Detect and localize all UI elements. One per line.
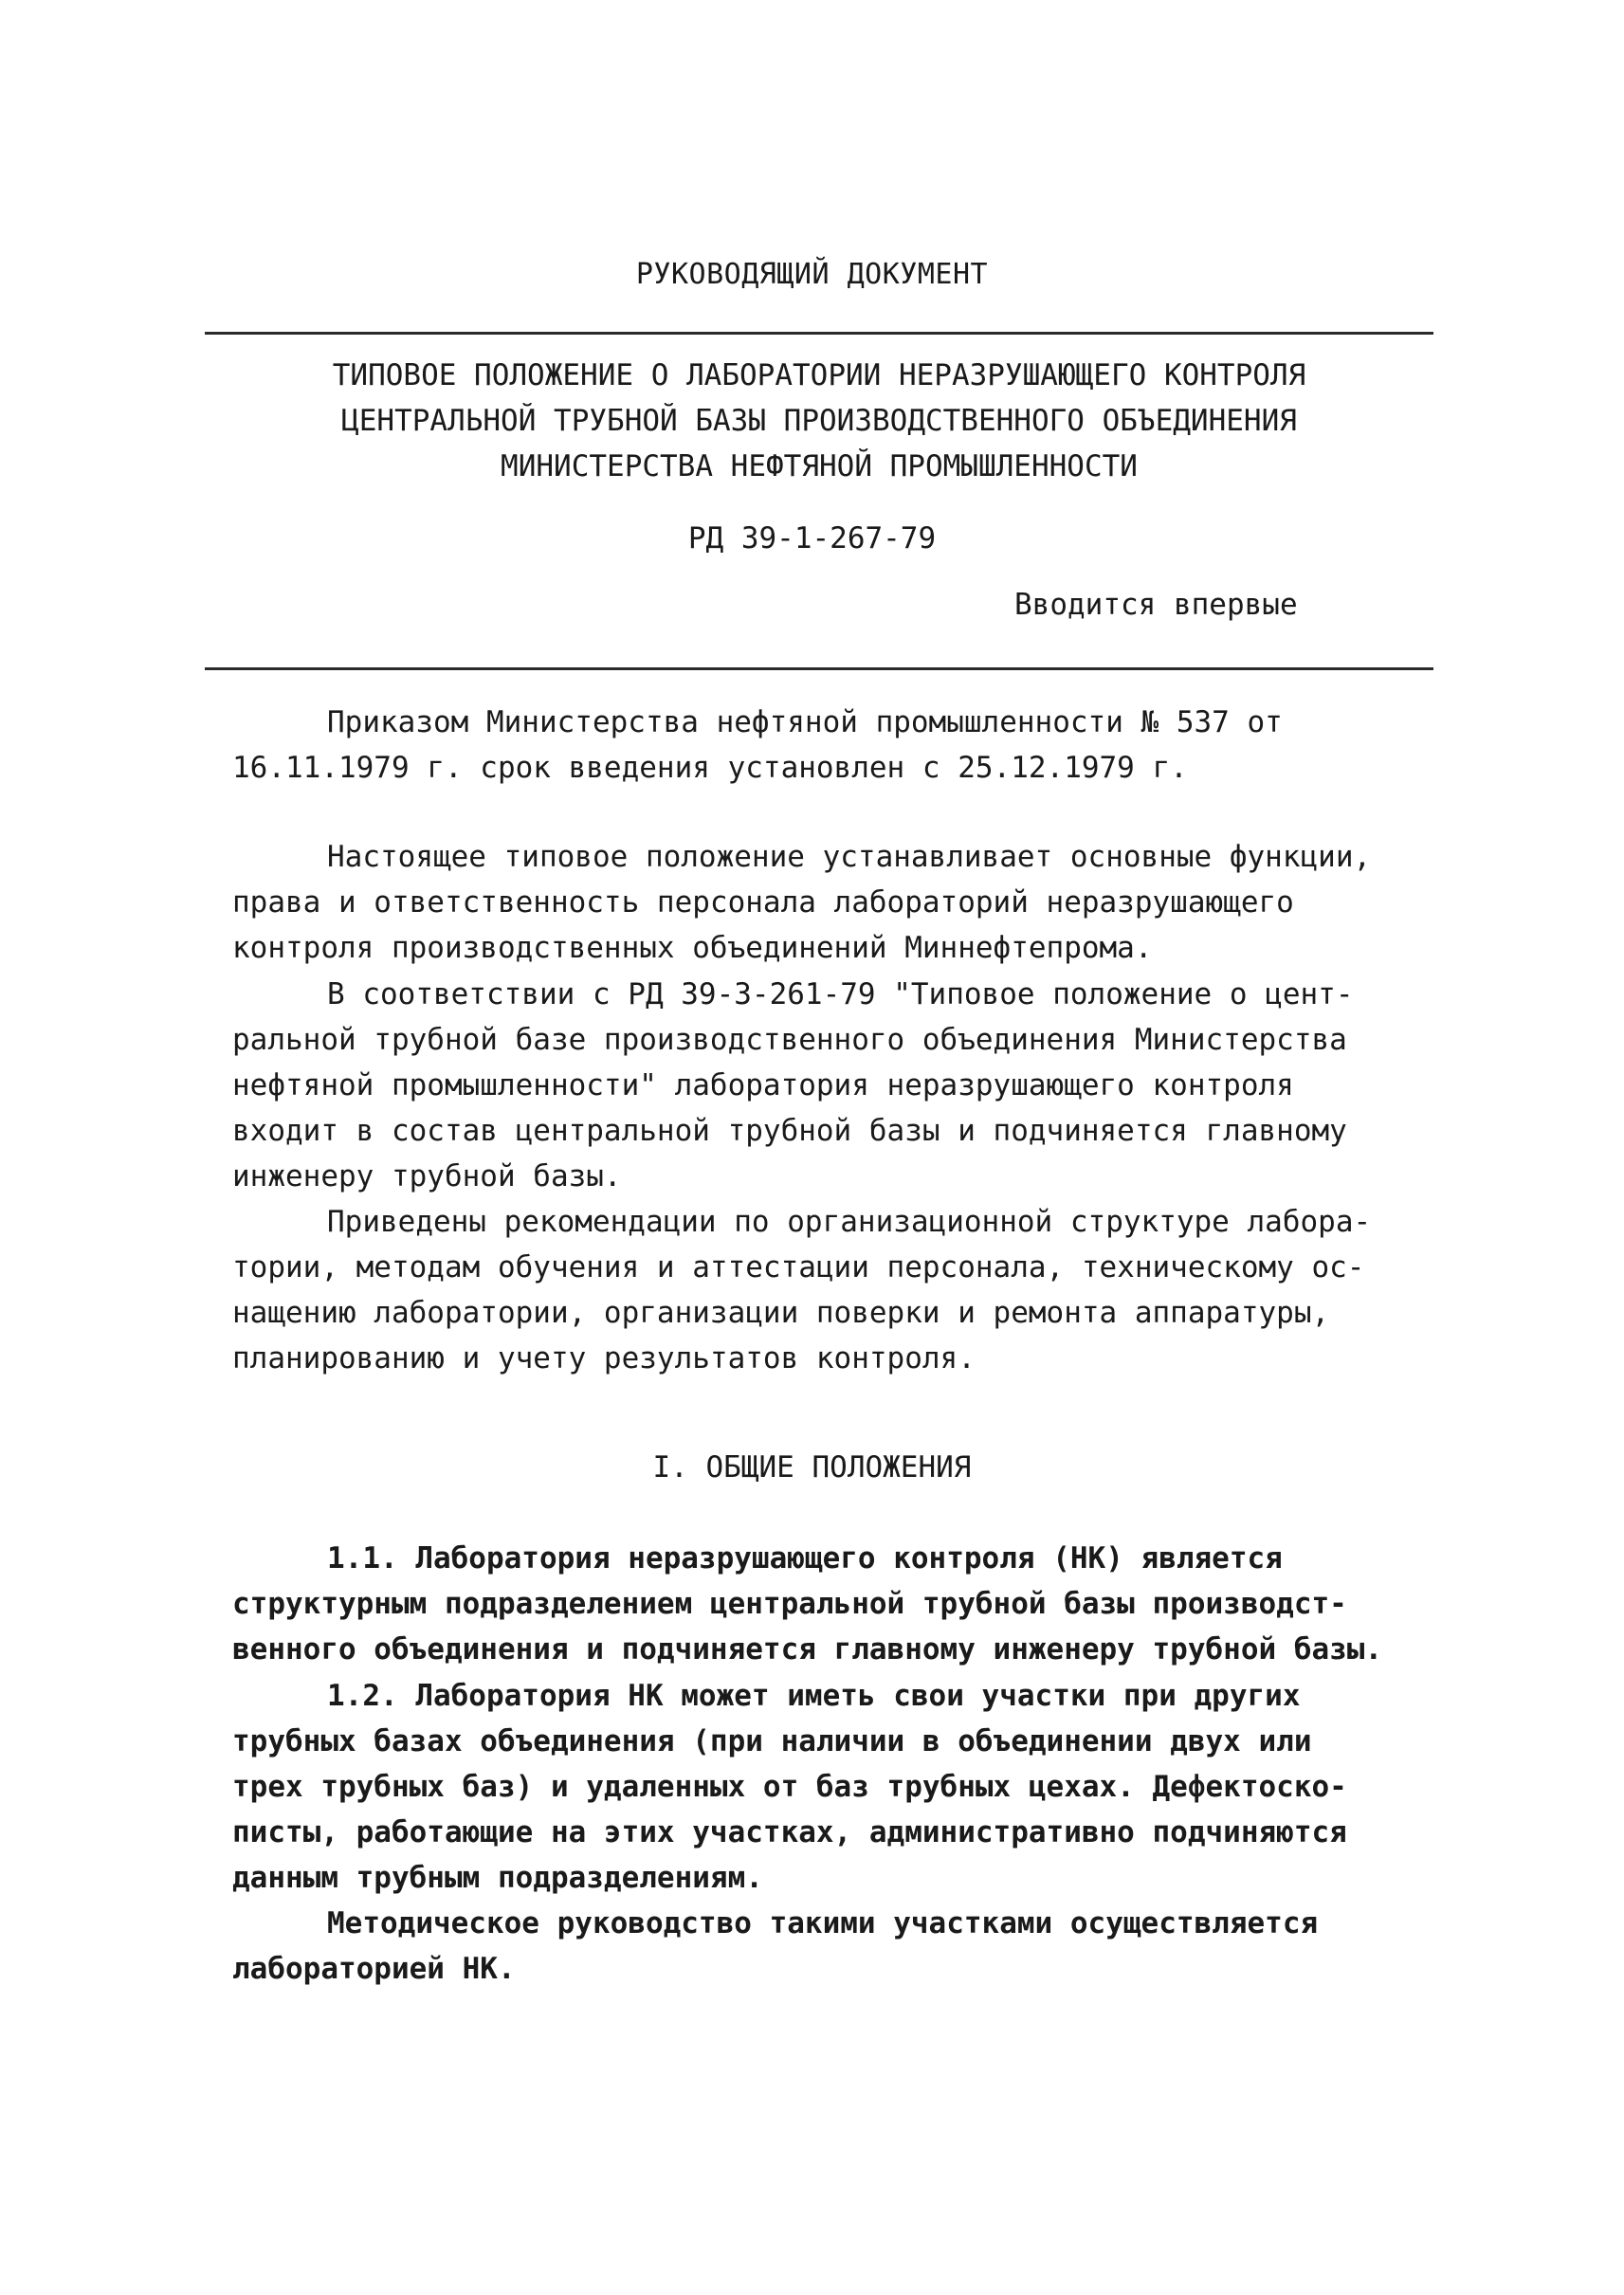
section-paragraph-1-1 [232,1536,1427,1672]
section-heading: I. ОБЩИЕ ПОЛОЖЕНИЯ [652,1450,972,1484]
paragraph-line: тории, методам обучения и аттестации персонала, техническому ос- [232,1250,1365,1284]
paragraph-line: права и ответственность персонала лабораторий неразрушающего [232,885,1294,920]
paragraph-line: Настоящее типовое положение устанавливает основные функции, [327,840,1372,874]
paragraph-line: лабораторией НК. [232,1952,516,1986]
paragraph-line: нащению лаборатории, организации поверки и ремонта аппаратуры, [232,1296,1330,1330]
paragraph-line: входит в состав центральной трубной базы и подчиняется главному [232,1114,1347,1148]
bottom-rule [205,667,1433,670]
first-introduced-note: Вводится впервые [1014,588,1298,622]
top-rule [205,332,1433,335]
paragraph-line: Приведены рекомендации по организационной структуре лабора- [327,1205,1372,1239]
document-kind: РУКОВОДЯЩИЙ ДОКУМЕНТ [635,258,989,291]
paragraph-line: контроля производственных объединений Миннефтепрома. [232,931,1153,965]
title-line: МИНИСТЕРСТВА НЕФТЯНОЙ ПРОМЫШЛЕННОСТИ [501,449,1138,483]
intro-paragraph-2 [232,972,1427,1199]
paragraph-line: инженеру трубной базы. [232,1159,622,1193]
paragraph-line: трубных базах объединения (при наличии в объединении двух или [232,1724,1312,1758]
intro-paragraph-3 [232,1199,1427,1381]
order-line: 16.11.1979 г. срок введения установлен с 25.12.1979 г. [232,751,1188,785]
paragraph-line: Методическое руководство такими участками осуществляется [327,1906,1319,1940]
paragraph-line: трех трубных баз) и удаленных от баз трубных цехах. Дефектоско- [232,1770,1347,1804]
paragraph-line: 1.1. Лаборатория неразрушающего контроля (НК) является [327,1541,1283,1576]
title-line: ЦЕНТРАЛЬНОЙ ТРУБНОЙ БАЗЫ ПРОИЗВОДСТВЕННОГО ОБЪЕДИНЕНИЯ [341,404,1297,438]
order-paragraph [232,700,1427,791]
intro-paragraph-1 [232,834,1427,971]
paragraph-line: планированию и учету результатов контроля. [232,1341,976,1375]
paragraph-line: ральной трубной базе производственного объединения Министерства [232,1023,1347,1057]
paragraph-line: венного объединения и подчиняется главному инженеру трубной базы. [232,1632,1383,1667]
paragraph-line: писты, работающие на этих участках, административно подчиняются [232,1815,1347,1849]
paragraph-line: В соответствии с РД 39-3-261-79 "Типовое положение о цент- [327,977,1354,1011]
paragraph-line: данным трубным подразделениям. [232,1861,763,1895]
paragraph-line: 1.2. Лаборатория НК может иметь свои участки при других [327,1679,1301,1713]
section-paragraph-1-2 [232,1673,1427,1901]
paragraph-line: структурным подразделением центральной трубной базы производст- [232,1587,1347,1621]
title-line: ТИПОВОЕ ПОЛОЖЕНИЕ О ЛАБОРАТОРИИ НЕРАЗРУШАЮЩЕГО КОНТРОЛЯ [332,358,1306,392]
order-line: Приказом Министерства нефтяной промышленности № 537 от [327,705,1283,739]
paragraph-line: нефтяной промышленности" лаборатория неразрушающего контроля [232,1068,1294,1102]
document-title [205,353,1433,489]
section-paragraph-1-3 [232,1901,1427,1992]
document-code: РД 39-1-267-79 [687,521,937,556]
